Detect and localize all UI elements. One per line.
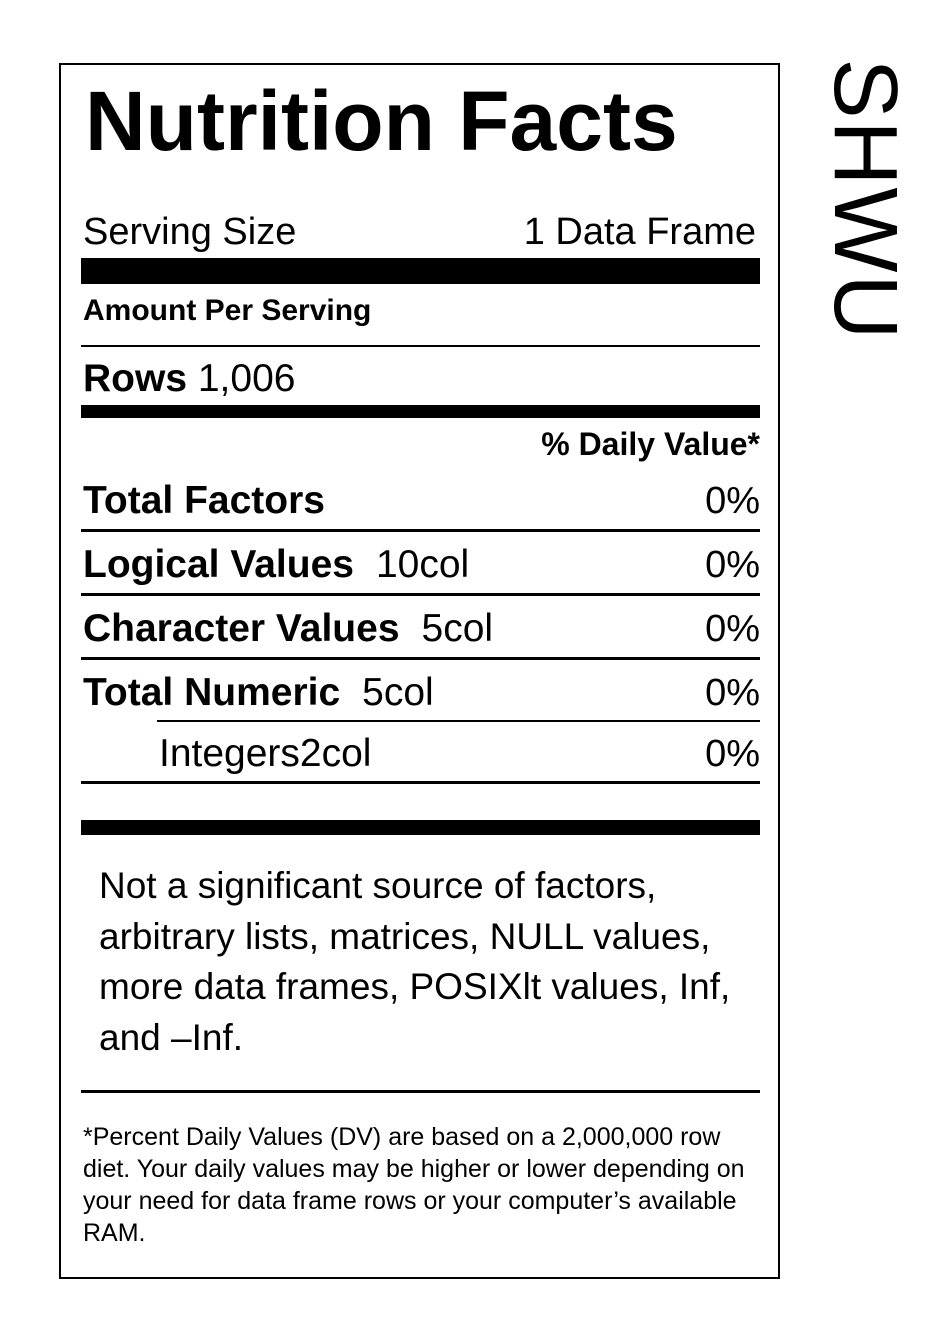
nutrient-amount: 5col: [421, 607, 494, 650]
rows-value: 1,006: [197, 357, 296, 400]
label-title: Nutrition Facts: [85, 74, 678, 168]
divider: [81, 529, 760, 532]
nutrient-name: Integers: [159, 732, 300, 775]
rows-label: Rows: [83, 357, 188, 400]
serving-size-value: 1 Data Frame: [523, 211, 756, 253]
nutrient-row-label: [83, 478, 325, 524]
brand-text: SHWU: [815, 58, 915, 342]
thick-divider-top: [81, 258, 760, 284]
nutrient-amount: 10col: [375, 543, 470, 586]
not-significant-note: Not a significant source of factors, arbitrary lists, matrices, NULL values, more data frames, POSIXlt values, Inf, and –Inf.: [99, 865, 731, 1058]
nutrient-row-label: [83, 670, 434, 716]
thick-divider-mid: [81, 405, 760, 418]
nutrient-amount: 5col: [362, 671, 434, 714]
thick-divider-bottom: [81, 820, 760, 835]
nutrient-name: Logical Values: [83, 543, 354, 586]
nutrient-amount: 2col: [299, 732, 372, 775]
daily-value-header: % Daily Value*: [541, 426, 760, 462]
divider: [81, 781, 760, 784]
nutrient-name: Character Values: [83, 607, 400, 650]
serving-size-label: Serving Size: [83, 211, 297, 253]
rows-line: [83, 356, 295, 402]
nutrient-percent: 0%: [705, 608, 760, 650]
nutrition-label: [59, 63, 780, 1279]
divider: [81, 1090, 760, 1093]
nutrient-name: Total Factors: [83, 479, 325, 522]
nutrient-row-label: [83, 542, 469, 588]
amount-per-serving: Amount Per Serving: [83, 294, 372, 327]
nutrient-name: Total Numeric: [83, 671, 341, 714]
divider: [81, 593, 760, 596]
nutrient-percent: 0%: [705, 544, 760, 586]
nutrient-percent: 0%: [705, 480, 760, 522]
sub-divider: [157, 720, 760, 722]
nutrient-percent: 0%: [705, 672, 760, 714]
divider: [81, 345, 760, 347]
divider: [81, 657, 760, 660]
nutrient-row-label: [83, 606, 493, 652]
footnote: *Percent Daily Values (DV) are based on a 2,000,000 row diet. Your daily values may be higher or lower depending on your need for data frame rows or your computer’s available RAM.: [83, 1123, 745, 1247]
nutrient-percent: 0%: [705, 733, 760, 775]
nutrient-row-label: [159, 731, 371, 777]
